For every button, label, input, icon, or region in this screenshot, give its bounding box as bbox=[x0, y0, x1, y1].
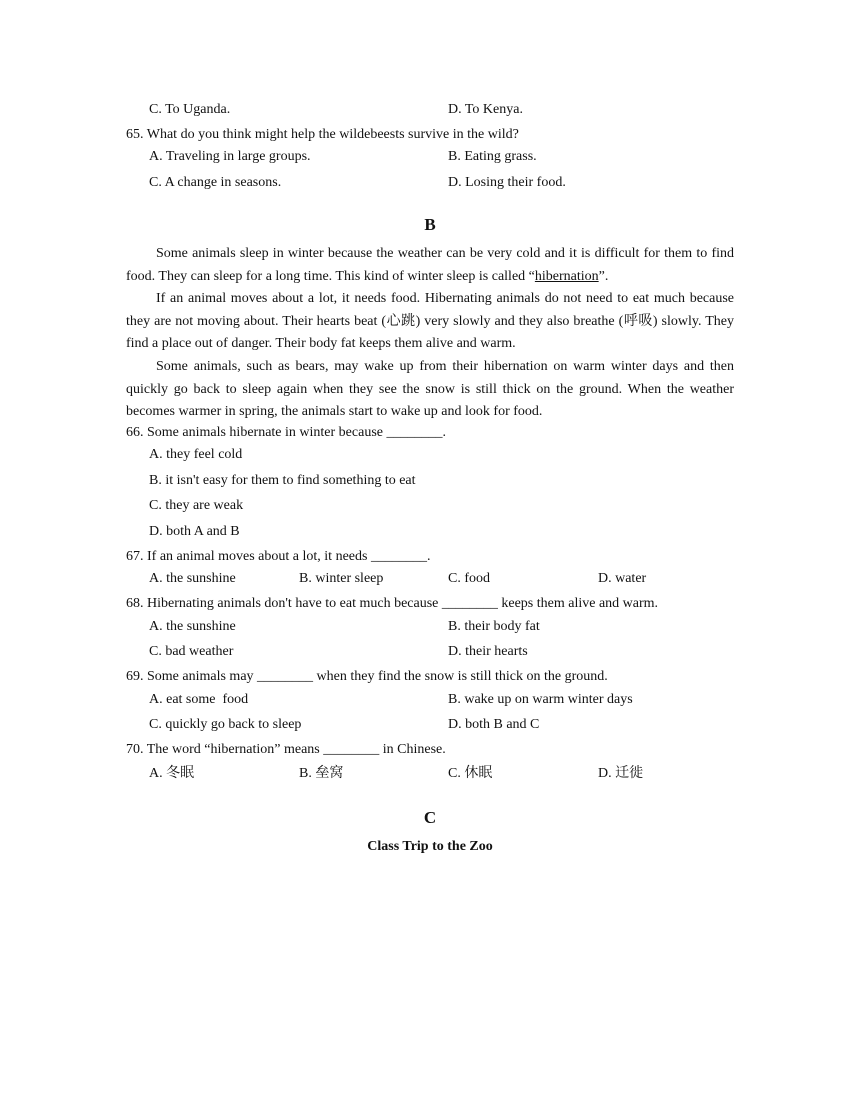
q66-option-b: B. it isn't easy for them to find something to eat bbox=[149, 473, 416, 488]
q65-option-d: D. Losing their food. bbox=[448, 175, 566, 190]
section-b-heading: B bbox=[424, 215, 436, 234]
q67-option-b: B. winter sleep bbox=[299, 571, 384, 586]
q65-question: 65. What do you think might help the wildebeests survive in the wild? bbox=[126, 127, 519, 142]
q64-option-c: C. To Uganda. bbox=[149, 102, 231, 117]
q68-option-b: B. their body fat bbox=[448, 619, 540, 634]
q66-option-c: C. they are weak bbox=[149, 498, 244, 513]
q70-option-d: D. 迁徙 bbox=[598, 766, 644, 781]
p1-text-post: ”. bbox=[598, 268, 609, 284]
q67-option-c: C. food bbox=[448, 571, 490, 586]
hibernation-term: hibernation bbox=[534, 268, 599, 284]
q69-option-b: B. wake up on warm winter days bbox=[448, 692, 633, 707]
q69-option-c: C. quickly go back to sleep bbox=[149, 717, 302, 732]
q69-question: 69. Some animals may ________ when they find the snow is still thick on the ground. bbox=[126, 669, 608, 684]
q70-option-b: B. 垒窝 bbox=[299, 766, 344, 781]
q67-option-d: D. water bbox=[598, 571, 647, 586]
q65-option-b: B. Eating grass. bbox=[448, 149, 537, 164]
q67-option-a: A. the sunshine bbox=[149, 571, 236, 586]
passage-b-paragraph-1 bbox=[126, 243, 734, 288]
q69-option-a: A. eat some food bbox=[149, 692, 249, 707]
q65-option-a: A. Traveling in large groups. bbox=[149, 149, 311, 164]
q66-option-a: A. they feel cold bbox=[149, 447, 243, 462]
passage-b-paragraph-2: If an animal moves about a lot, it needs food. Hibernating animals do not need to eat much because they are not moving about. Their hearts beat (心跳) very slowly and they also breathe (呼吸) slowly. They find a place out of danger. Their body fat keeps them alive and warm. bbox=[126, 291, 734, 351]
q66-question: 66. Some animals hibernate in winter because ________. bbox=[126, 425, 446, 440]
q68-question: 68. Hibernating animals don't have to eat much because ________ keeps them alive and warm. bbox=[126, 596, 659, 611]
q70-option-a: A. 冬眠 bbox=[149, 766, 195, 781]
q68-option-a: A. the sunshine bbox=[149, 619, 236, 634]
section-c-heading: C bbox=[423, 808, 437, 827]
q70-question: 70. The word “hibernation” means ________ in Chinese. bbox=[126, 742, 446, 757]
q66-option-d: D. both A and B bbox=[149, 524, 240, 539]
q67-question: 67. If an animal moves about a lot, it needs ________. bbox=[126, 549, 431, 564]
q64-option-d: D. To Kenya. bbox=[448, 102, 523, 117]
section-c-title: Class Trip to the Zoo bbox=[367, 839, 493, 854]
q69-option-d: D. both B and C bbox=[448, 717, 540, 732]
q68-option-d: D. their hearts bbox=[448, 644, 528, 659]
q65-option-c: C. A change in seasons. bbox=[149, 175, 282, 190]
passage-b-paragraph-3: Some animals, such as bears, may wake up from their hibernation on warm winter days and then quickly go back to sleep again when they see the snow is still thick on the ground. When the weather becomes warmer in spring, the animals start to wake up and look for food. bbox=[126, 359, 734, 419]
q68-option-c: C. bad weather bbox=[149, 644, 234, 659]
q70-option-c: C. 休眠 bbox=[448, 766, 493, 781]
p1-text-pre: Some animals sleep in winter because the weather can be very cold and it is difficult for them to find food. They can sleep for a long time. This kind of winter sleep is called “ bbox=[126, 246, 734, 284]
